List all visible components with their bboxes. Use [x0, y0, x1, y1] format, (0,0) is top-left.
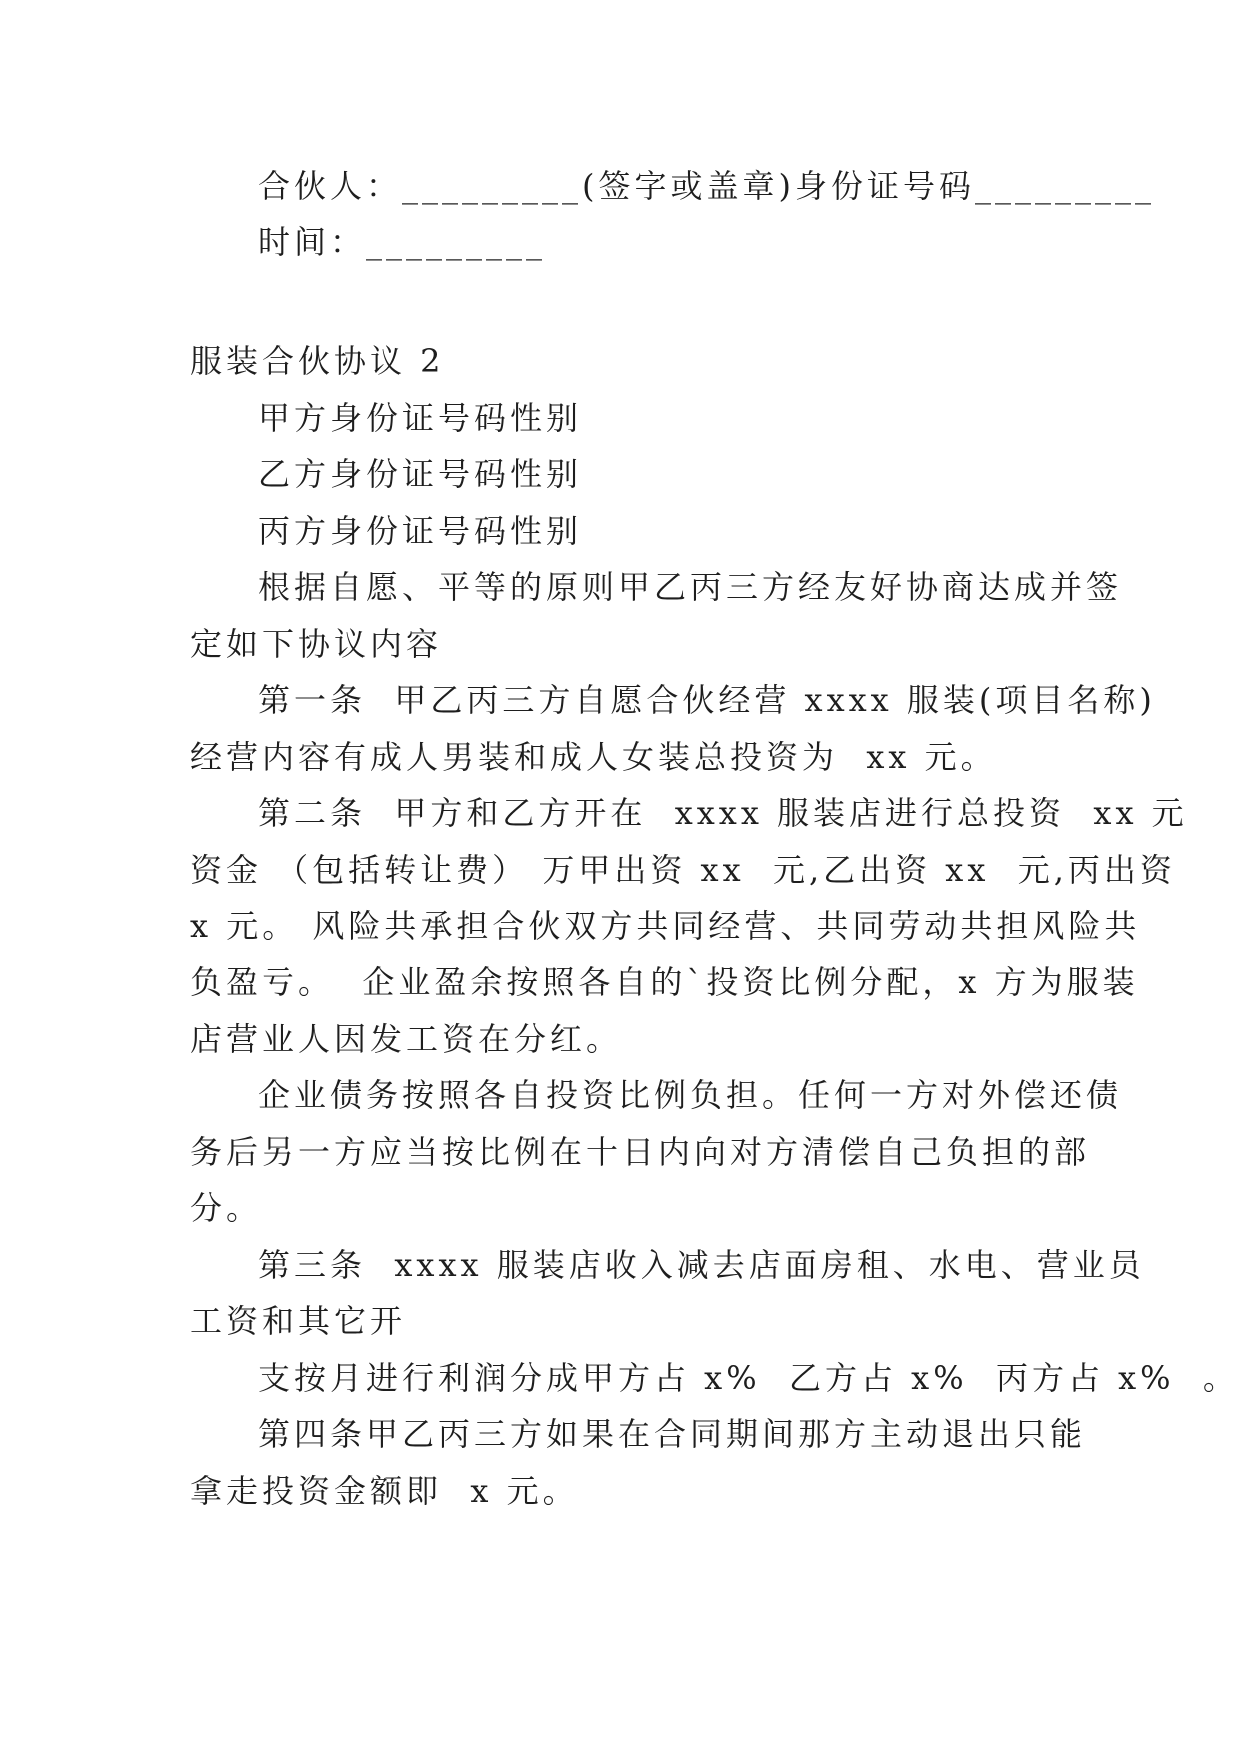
- article-4-line-1: 第四条甲乙丙三方如果在合同期间那方主动退出只能: [258, 1415, 1087, 1453]
- article-2-line-2: 资金 （包括转让费） 万甲出资 xx 元,乙出资 xx 元,丙出资: [190, 851, 1176, 889]
- signature-time-line: 时间：_________: [258, 223, 547, 261]
- article-3-line-2: 工资和其它开: [190, 1302, 407, 1340]
- document-title: 服装合伙协议 2: [190, 342, 445, 380]
- article-2-line-5: 店营业人因发工资在分红。: [190, 1020, 623, 1058]
- intro-line-2: 定如下协议内容: [190, 625, 443, 663]
- article-2-line-4: 负盈亏。 企业盈余按照各自的`投资比例分配，x 方为服装: [190, 963, 1139, 1001]
- article-4-line-2: 拿走投资金额即 x 元。: [190, 1472, 579, 1510]
- debt-clause-line-3: 分。: [190, 1189, 263, 1227]
- profit-split-line: 支按月进行利润分成甲方占 x% 乙方占 x% 丙方占 x% 。: [258, 1359, 1239, 1397]
- party-a-line: 甲方身份证号码性别: [258, 399, 583, 437]
- intro-line-1: 根据自愿、平等的原则甲乙丙三方经友好协商达成并签: [258, 568, 1123, 606]
- article-2-line-3: x 元。 风险共承担合伙双方共同经营、共同劳动共担风险共: [190, 907, 1141, 945]
- article-1-line-1: 第一条 甲乙丙三方自愿合伙经营 xxxx 服装(项目名称): [258, 681, 1156, 719]
- party-b-line: 乙方身份证号码性别: [258, 455, 583, 493]
- party-c-line: 丙方身份证号码性别: [258, 512, 583, 550]
- debt-clause-line-1: 企业债务按照各自投资比例负担。任何一方对外偿还债: [258, 1076, 1123, 1114]
- article-2-line-1: 第二条 甲方和乙方开在 xxxx 服装店进行总投资 xx 元: [258, 794, 1188, 832]
- article-1-line-2: 经营内容有成人男装和成人女装总投资为 xx 元。: [190, 738, 997, 776]
- article-3-line-1: 第三条 xxxx 服装店收入减去店面房租、水电、营业员: [258, 1246, 1145, 1284]
- debt-clause-line-2: 务后另一方应当按比例在十日内向对方清偿自己负担的部: [190, 1133, 1091, 1171]
- partner-signature-line: 合伙人：_________(签字或盖章)身份证号码_________: [258, 167, 1155, 205]
